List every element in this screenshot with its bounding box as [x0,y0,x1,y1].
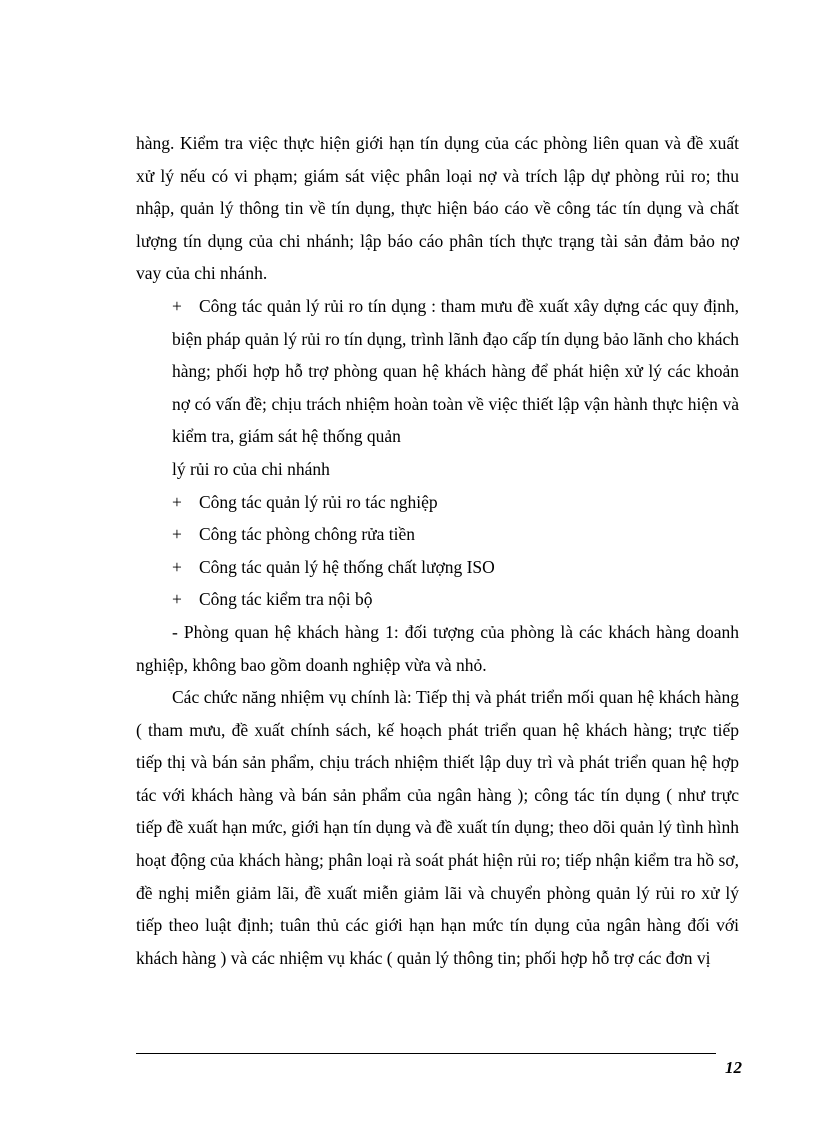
bullet-text: Công tác quản lý rủi ro tín dụng : tham mưu đề xuất xây dựng các quy định, biện pháp quản lý rủi ro tín dụng, trình lãnh đạo cấp tín dụng bảo lãnh cho khách hàng; phối hợp hỗ trợ phòng quan hệ khách hàng để phát hiện xử lý các khoản nợ có vấn đề; chịu trách nhiệm hoàn toàn về việc thiết lập vận hành thực hiện và kiểm tra, giám sát hệ thống quản [172,295,739,447]
bullet-internal-audit [136,583,739,616]
bullet-mark: + [172,556,182,577]
page-number: 12 [725,1058,742,1077]
bullet-iso-quality [136,551,739,584]
bullet-mark: + [172,589,182,610]
bullet-anti-money-laundering [136,518,739,551]
bullet-credit-risk-management [136,290,739,453]
paragraph-customer-relations-dept: - Phòng quan hệ khách hàng 1: đối tượng của phòng là các khách hàng doanh nghiệp, không bao gồm doanh nghiệp vừa và nhỏ. [136,621,739,675]
bullet-mark: + [172,295,182,316]
bullet-text: Công tác quản lý hệ thống chất lượng ISO [199,556,495,577]
paragraph-credit-risk-duties: hàng. Kiểm tra việc thực hiện giới hạn tín dụng của các phòng liên quan và đề xuất xử lý nếu có vi phạm; giám sát việc phân loại nợ và trích lập dự phòng rủi ro; thu nhập, quản lý thông tin về tín dụng, thực hiện báo cáo về công tác tín dụng và chất lượng tín dụng của chi nhánh; lập báo cáo phân tích thực trạng tài sản đảm bảo nợ vay của chi nhánh. [136,133,739,284]
bullet-text: Công tác phòng chông rửa tiền [199,524,416,545]
paragraph-main-functions: Các chức năng nhiệm vụ chính là: Tiếp thị và phát triển mối quan hệ khách hàng ( tham mưu, đề xuất chính sách, kế hoạch phát triển quan hệ khách hàng; trực tiếp tiếp thị và bán sản phẩm, chịu trách nhiệm thiết lập duy trì và phát triển quan hệ hợp tác với khách hàng và bán sản phẩm của ngân hàng ); công tác tín dụng ( như trực tiếp đề xuất hạn mức, giới hạn tín dụng và đề xuất tín dụng; theo dõi quản lý tình hình hoạt động của khách hàng; phân loại rà soát phát hiện rủi ro; tiếp nhận kiểm tra hồ sơ, đề nghị miễn giảm lãi, đề xuất miễn giảm lãi và chuyển phòng quản lý rủi ro xử lý tiếp theo luật định; tuân thủ các giới hạn hạn mức tín dụng của ngân hàng đối với khách hàng ) và các nhiệm vụ khác ( quản lý thông tin; phối hợp hỗ trợ các đơn vị [136,687,739,968]
bullet-text: Công tác quản lý rủi ro tác nghiệp [199,491,438,512]
body-text [136,127,739,974]
footer-divider [136,1053,716,1054]
bullet-text: Công tác kiểm tra nội bộ [199,589,373,610]
bullet-mark: + [172,491,182,512]
bullet-mark: + [172,524,182,545]
paragraph-continuation: lý rủi ro của chi nhánh [172,458,330,479]
bullet-operational-risk [136,486,739,519]
